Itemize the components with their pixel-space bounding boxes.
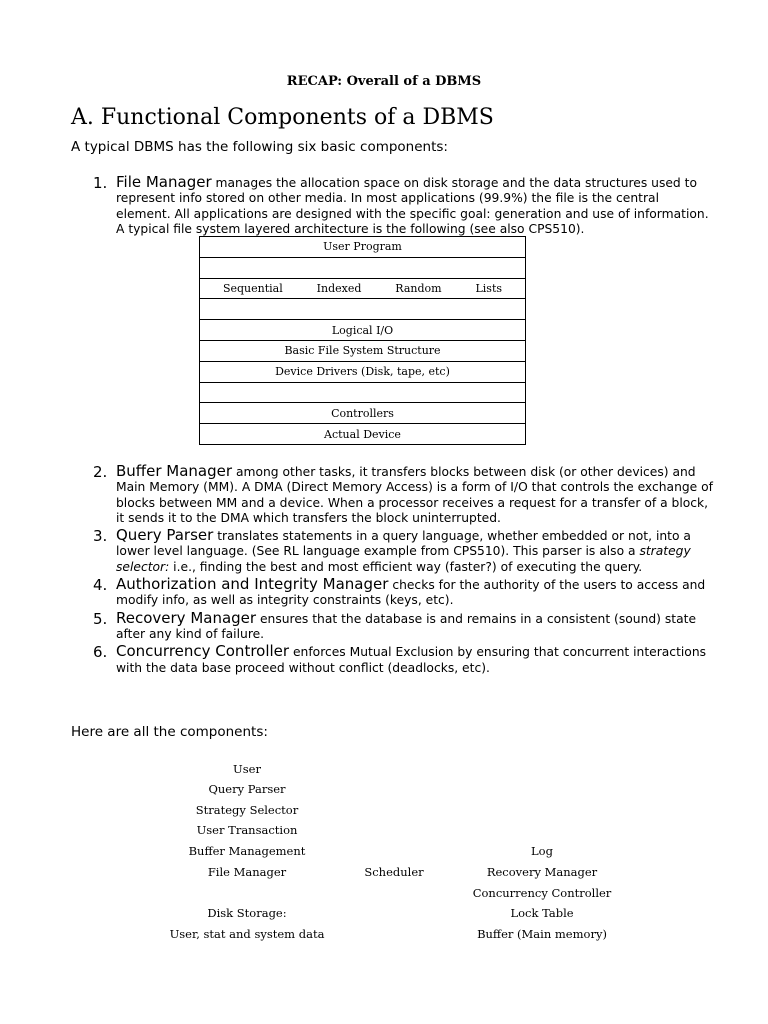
item-number: 2. bbox=[93, 463, 108, 481]
item-number: 4. bbox=[93, 576, 108, 595]
item-number: 6. bbox=[93, 643, 108, 662]
component-strategy-selector: Strategy Selector bbox=[195, 803, 299, 817]
list-item-query-parser bbox=[93, 528, 713, 575]
component-list-2 bbox=[93, 464, 713, 676]
component-scheduler: Scheduler bbox=[364, 865, 424, 879]
component-disk-storage: Disk Storage: bbox=[207, 906, 287, 920]
item-term: Authorization and Integrity Manager bbox=[116, 575, 389, 594]
item-body bbox=[116, 644, 713, 676]
layer-controllers: Controllers bbox=[200, 403, 526, 424]
layer-basic-file-system: Basic File System Structure bbox=[200, 340, 526, 361]
section-title: A. Functional Components of a DBMS bbox=[71, 105, 494, 130]
component-list-1 bbox=[93, 175, 713, 237]
item-body bbox=[116, 175, 713, 237]
layer-access-methods bbox=[200, 278, 526, 299]
item-term: Query Parser bbox=[116, 526, 214, 545]
component-recovery-manager: Recovery Manager bbox=[486, 865, 598, 879]
item-term: File Manager bbox=[116, 173, 212, 191]
item-number: 3. bbox=[93, 527, 108, 546]
item-body bbox=[116, 464, 713, 526]
item-text: ensures that the database is and remains in a consistent (sound) state after any kind of failure. bbox=[116, 611, 697, 641]
layer-device-drivers: Device Drivers (Disk, tape, etc) bbox=[200, 361, 526, 382]
access-method-indexed: Indexed bbox=[316, 281, 362, 295]
component-buffer-main-memory: Buffer (Main memory) bbox=[477, 927, 607, 941]
list-item-concurrency-controller bbox=[93, 644, 713, 676]
item-text: among other tasks, it transfers blocks between disk (or other devices) and Main Memory (MM). A DMA (Direct Memory Access) is a form of I/O that controls the exchange of blocks between MM and a device. When a processor receives a request for a transfer of a block, it sends it to the DMA which transfers the block uninterrupted. bbox=[116, 465, 713, 525]
list-item-buffer-manager bbox=[93, 464, 713, 526]
layer-empty bbox=[200, 257, 526, 278]
item-body bbox=[116, 528, 713, 575]
layer-logical-io: Logical I/O bbox=[200, 320, 526, 341]
access-method-random: Random bbox=[395, 281, 442, 295]
item-text: manages the allocation space on disk storage and the data structures used to represent info stored on other media. In most applications (99.9%) the file is the central element. All applications are designed with the specific goal: generation and use of information. A typical file system layered architecture is the following (see also CPS510). bbox=[116, 176, 709, 236]
list-item-authorization-manager bbox=[93, 577, 713, 609]
item-term: Concurrency Controller bbox=[116, 642, 290, 661]
component-user-stat-system-data: User, stat and system data bbox=[169, 927, 325, 941]
intro-text: A typical DBMS has the following six basic components: bbox=[71, 139, 448, 155]
item-body bbox=[116, 608, 713, 643]
layer-empty bbox=[200, 382, 526, 403]
item-term: Buffer Manager bbox=[116, 462, 233, 480]
item-body bbox=[116, 577, 713, 609]
list-item-recovery-manager bbox=[93, 608, 713, 643]
item-italic: strategy selector: bbox=[116, 544, 691, 574]
component-user-transaction: User Transaction bbox=[196, 823, 298, 837]
item-number: 1. bbox=[93, 174, 108, 192]
access-method-lists: Lists bbox=[475, 281, 503, 295]
layer-actual-device: Actual Device bbox=[200, 424, 526, 445]
item-text: translates statements in a query language, whether embedded or not, into a lower level language. (See RL language example from CPS510). This parser is also a bbox=[116, 529, 691, 559]
file-system-architecture-table bbox=[199, 236, 526, 445]
layer-user-program: User Program bbox=[200, 237, 526, 258]
item-text: checks for the authority of the users to access and modify info, as well as integrity constraints (keys, etc). bbox=[116, 578, 706, 608]
recap-title: RECAP: Overall of a DBMS bbox=[286, 74, 482, 89]
component-concurrency-controller: Concurrency Controller bbox=[472, 886, 612, 900]
component-file-manager: File Manager bbox=[207, 865, 287, 879]
item-text: i.e., finding the best and most efficient way (faster?) of executing the query. bbox=[169, 559, 643, 574]
component-query-parser: Query Parser bbox=[208, 782, 286, 796]
component-log: Log bbox=[531, 844, 553, 858]
access-method-sequential: Sequential bbox=[222, 281, 283, 295]
list-item-file-manager bbox=[93, 175, 713, 237]
components-intro: Here are all the components: bbox=[71, 724, 268, 740]
component-buffer-management: Buffer Management bbox=[188, 844, 306, 858]
item-text: enforces Mutual Exclusion by ensuring that concurrent interactions with the data base proceed without conflict (deadlocks, etc). bbox=[116, 645, 707, 675]
layer-empty bbox=[200, 299, 526, 320]
component-user: User bbox=[233, 762, 261, 776]
item-term: Recovery Manager bbox=[116, 608, 257, 627]
component-lock-table: Lock Table bbox=[510, 906, 574, 920]
item-number: 5. bbox=[93, 609, 108, 628]
